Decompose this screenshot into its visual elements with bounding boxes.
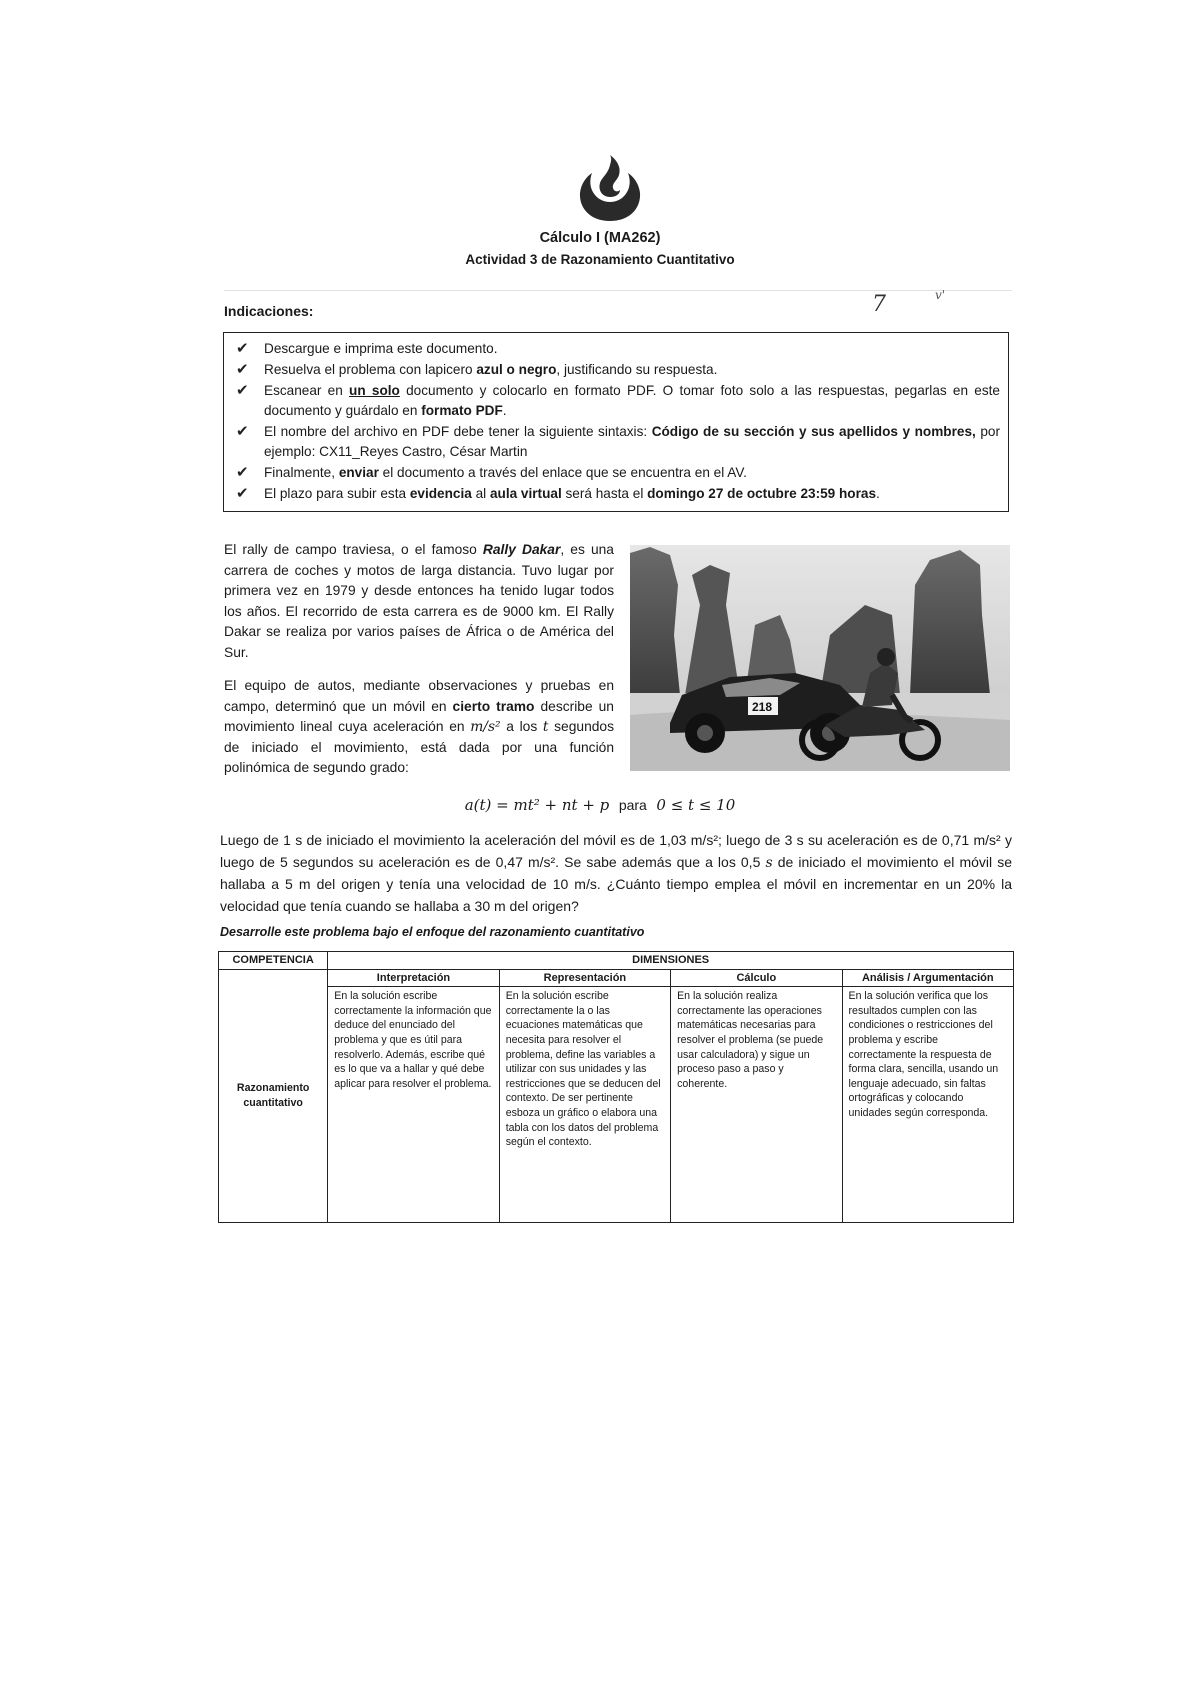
checkmark-icon: ✔ bbox=[236, 485, 249, 502]
indication-text-run: . bbox=[876, 486, 880, 501]
dimensiones-header: DIMENSIONES bbox=[328, 952, 1014, 970]
indication-text-run: El nombre del archivo en PDF debe tener la siguiente sintaxis: bbox=[264, 424, 652, 439]
car-number: 218 bbox=[752, 700, 773, 714]
indication-text-run: será hasta el bbox=[561, 486, 648, 501]
indication-text-run: El plazo para subir esta bbox=[264, 486, 410, 501]
intro-paragraph-2 bbox=[224, 676, 614, 779]
dimension-desc: En la solución realiza correctamente las operaciones matemáticas necesarias para resolver el problema (se puede usar calculadora) y sigue un proceso paso a paso y coherente. bbox=[671, 987, 842, 1223]
course-title: Cálculo I (MA262) bbox=[539, 230, 661, 246]
indication-item bbox=[236, 484, 1000, 504]
indication-text-run: aula virtual bbox=[489, 486, 562, 501]
problem-statement bbox=[220, 830, 1012, 917]
checkmark-icon: ✔ bbox=[236, 423, 249, 440]
indication-text-run: azul o negro bbox=[476, 362, 557, 377]
indication-text-run: evidencia bbox=[409, 486, 472, 501]
intro-text-run: describe un movimiento lineal cuya aceleración en bbox=[224, 698, 614, 734]
acceleration-formula bbox=[0, 796, 1200, 814]
intro-text-run: cierto tramo bbox=[452, 698, 535, 714]
handwritten-mark: 7 bbox=[872, 292, 886, 317]
dimension-name: Cálculo bbox=[671, 969, 842, 987]
indication-text-run: Código de su sección y sus apellidos y nombres, bbox=[651, 424, 976, 439]
competencia-cell: Razonamiento cuantitativo bbox=[219, 969, 328, 1223]
indication-text-run: , justificando su respuesta. bbox=[556, 362, 718, 377]
intro-text-run: , es una carrera de coches y motos de larga distancia. Tuvo lugar por primera vez en 1979 y desde entonces ha tenido lugar todos los años. El recorrido de esta carrera es de 9000 km. El Rally Dakar se realiza por varios países de África o de América del Sur. bbox=[224, 542, 614, 660]
indication-text-run: por ejemplo: CX11_Reyes Castro, César Martin bbox=[264, 424, 1000, 459]
rally-photo bbox=[630, 545, 1010, 771]
indication-text-run: domingo 27 de octubre 23:59 horas bbox=[647, 486, 877, 501]
intro-text-run: El equipo de autos, mediante observaciones y pruebas en campo, determinó que un móvil en bbox=[224, 678, 614, 714]
activity-title: Actividad 3 de Razonamiento Cuantitativo bbox=[465, 252, 735, 267]
problem-text-run: de iniciado el movimiento el móvil se hallaba a 5 m del origen y tenía una velocidad de 10 m/s. ¿Cuánto tiempo emplea el móvil en incrementar en un 20% la velocidad que tenía cuando se hallaba a 30 m del origen? bbox=[220, 853, 1012, 914]
develop-instruction: Desarrolle este problema bajo el enfoque del razonamiento cuantitativo bbox=[220, 925, 645, 939]
dimension-name: Interpretación bbox=[328, 969, 499, 987]
intro-text-run: a los bbox=[500, 719, 543, 734]
intro-text-run: t bbox=[542, 719, 549, 735]
university-logo bbox=[575, 155, 645, 225]
indication-text-run: . bbox=[502, 403, 507, 418]
dimension-desc: En la solución escribe correctamente la información que deduce del enunciado del problema y que es útil para resolverlo. Además, escribe qué es lo que va a hallar y qué debe aplicar para resolver el problema. bbox=[328, 987, 499, 1223]
indication-text-run: Resuelva el problema con lapicero bbox=[264, 362, 477, 377]
indication-item bbox=[236, 422, 1000, 462]
indication-item bbox=[236, 463, 1000, 483]
intro-text-run: segundos de iniciado el movimiento, está dada por una función polinómica de segundo grado: bbox=[224, 719, 614, 775]
handwritten-mark-2: v' bbox=[935, 288, 946, 302]
intro-text-run: m/s² bbox=[470, 719, 501, 735]
indication-item bbox=[236, 360, 1000, 380]
problem-text-run: Luego de 1 s de iniciado el movimiento la aceleración del móvil es de 1,03 m/s²; luego de 3 s su aceleración es de 0,71 m/s² y luego de 5 segundos su aceleración es de 0,47 m/s². Se sabe además que a los 0,5 bbox=[220, 832, 1012, 870]
indication-text-run: documento y colocarlo en formato PDF. O tomar foto solo a las respuestas, pegarlas en este documento y guárdalo en bbox=[264, 383, 1000, 418]
indication-item bbox=[236, 381, 1000, 421]
dimension-desc: En la solución verifica que los resultados cumplen con las condiciones o restricciones del problema y escribe correctamente la respuesta de forma clara, sencilla, usando un lenguaje adecuado, sin faltas ortográficas y colocando unidades según corresponda. bbox=[842, 987, 1013, 1223]
formula-expression: a(t) = mt² + nt + p bbox=[464, 796, 610, 814]
dimension-desc: En la solución escribe correctamente la o las ecuaciones matemáticas que necesita para resolver el problema, define las variables a utilizar con sus unidades y las restricciones que se deducen del contexto. De ser pertinente esboza un gráfico o elabora una tabla con los datos del problema según el contexto. bbox=[499, 987, 670, 1223]
dimension-name: Análisis / Argumentación bbox=[842, 969, 1013, 987]
dimension-name: Representación bbox=[499, 969, 670, 987]
indication-text-run: enviar bbox=[338, 465, 379, 480]
intro-paragraph-1 bbox=[224, 540, 614, 663]
intro-text-run: Rally Dakar bbox=[482, 542, 561, 557]
indication-text-run: Finalmente, bbox=[264, 465, 339, 480]
rock-formation-left bbox=[630, 547, 680, 705]
formula-word: para bbox=[618, 797, 647, 813]
competencia-header: COMPETENCIA bbox=[219, 952, 328, 970]
indication-text-run: el documento a través del enlace que se encuentra en el AV. bbox=[378, 465, 747, 480]
rubric-table bbox=[218, 951, 1014, 1223]
checkmark-icon: ✔ bbox=[236, 361, 249, 378]
indications-box bbox=[223, 332, 1009, 512]
formula-domain: 0 ≤ t ≤ 10 bbox=[656, 796, 736, 814]
indication-item bbox=[236, 339, 1000, 359]
indications-list bbox=[236, 339, 1000, 504]
indications-label: Indicaciones: bbox=[224, 303, 314, 319]
indication-text-run: al bbox=[471, 486, 490, 501]
problem-text-run: s bbox=[765, 854, 773, 871]
header-rule bbox=[224, 290, 1012, 291]
checkmark-icon: ✔ bbox=[236, 464, 249, 481]
checkmark-icon: ✔ bbox=[236, 340, 249, 357]
indication-text-run: Escanear en bbox=[264, 383, 350, 398]
indication-text-run: formato PDF bbox=[421, 403, 503, 418]
checkmark-icon: ✔ bbox=[236, 382, 249, 399]
indication-text-run: Descargue e imprima este documento. bbox=[264, 341, 498, 356]
indication-text-run: un solo bbox=[349, 383, 400, 398]
intro-text-run: El rally de campo traviesa, o el famoso bbox=[224, 542, 483, 557]
